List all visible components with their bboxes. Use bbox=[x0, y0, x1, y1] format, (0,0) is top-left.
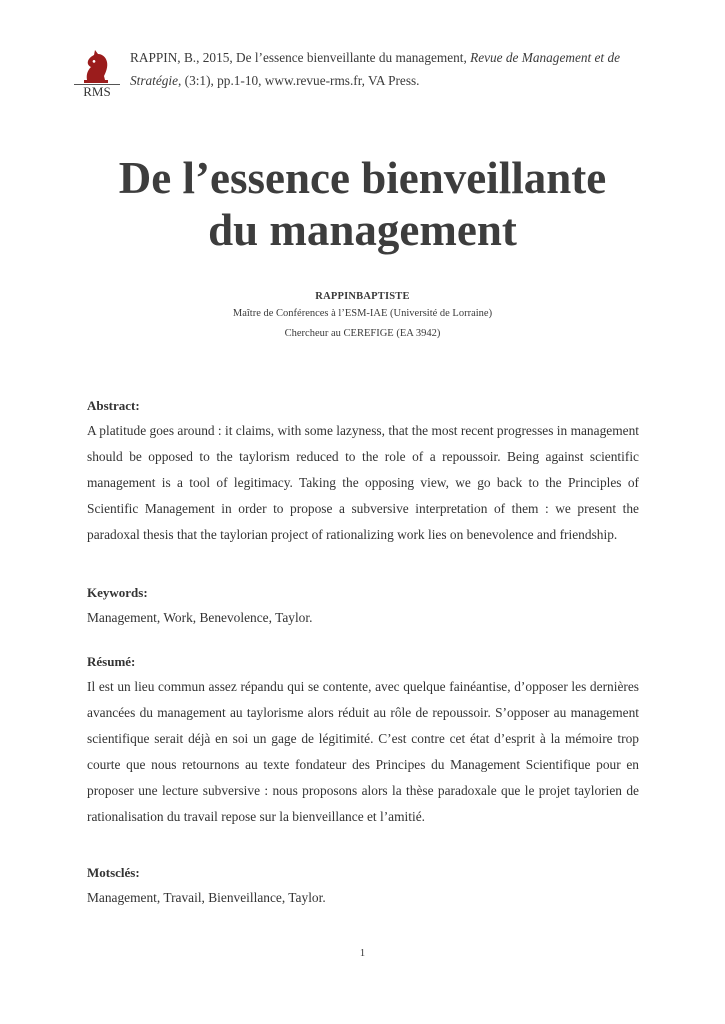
citation-text bbox=[130, 46, 652, 92]
citation-prefix: RAPPIN, B., 2015, De l’essence bienveillante du management, bbox=[130, 50, 471, 65]
rms-logo-chess-knight-icon bbox=[72, 44, 122, 98]
citation-header bbox=[72, 44, 652, 100]
title-line-1: De l’essence bienveillante bbox=[118, 153, 607, 203]
paper-title bbox=[40, 152, 685, 256]
logo-text: RMS bbox=[83, 84, 111, 98]
title-line-2: du management bbox=[208, 205, 517, 255]
abstract-heading: Abstract: bbox=[87, 398, 140, 413]
resume-heading: Résumé: bbox=[87, 654, 136, 669]
resume-text: Il est un lieu commun assez répandu qui se contente, avec quelque fainéantise, d’opposer les dernières avancées du management au taylorisme alors réduit au rôle de repoussoir. S’opposer au management scientifique serait déjà en soi un gage de légitimité. C’est contre cet état d’esprit à la mémoire trop courte que nous retournons au texte fondateur des Principes du Management Scientifique pour en proposer une lecture subversive : nous proposons alors la thèse paradoxale que le projet taylorien de rationalisation du travail repose sur la bienveillance et l’amitié. bbox=[87, 679, 639, 824]
abstract-section bbox=[87, 396, 639, 548]
keywords-heading: Keywords: bbox=[87, 585, 148, 600]
resume-section bbox=[87, 652, 639, 830]
journal-name: Revue de Management et de Stratégie bbox=[130, 50, 620, 88]
keywords-text: Management, Work, Benevolence, Taylor. bbox=[87, 610, 313, 625]
keywords-section bbox=[87, 583, 639, 631]
author-affiliation-1: Maître de Conférences à l’ESM-IAE (Université de Lorraine) bbox=[232, 308, 493, 319]
citation-suffix: , (3:1), pp.1-10, www.revue-rms.fr, VA Press. bbox=[178, 73, 420, 88]
motscles-text: Management, Travail, Bienveillance, Taylor. bbox=[87, 890, 326, 905]
author-block bbox=[60, 290, 665, 344]
author-name: RAPPINBAPTISTE bbox=[315, 291, 410, 302]
author-affiliation-2: Chercheur au CEREFIGE (EA 3942) bbox=[284, 328, 441, 339]
motscles-heading: Motsclés: bbox=[87, 865, 140, 880]
abstract-text: A platitude goes around : it claims, with some lazyness, that the most recent progresses in management should be opposed to the taylorism reduced to the role of a repoussoir. Being against scientific management is a tool of legitimacy. Taking the opposing view, we go back to the Principles of Scientific Management in order to propose a subversive interpretation of them : we present the paradoxal thesis that the taylorian project of rationalizing work lies on benevolence and friendship. bbox=[87, 423, 639, 542]
page-number: 1 bbox=[359, 948, 366, 959]
motscles-section bbox=[87, 863, 639, 911]
